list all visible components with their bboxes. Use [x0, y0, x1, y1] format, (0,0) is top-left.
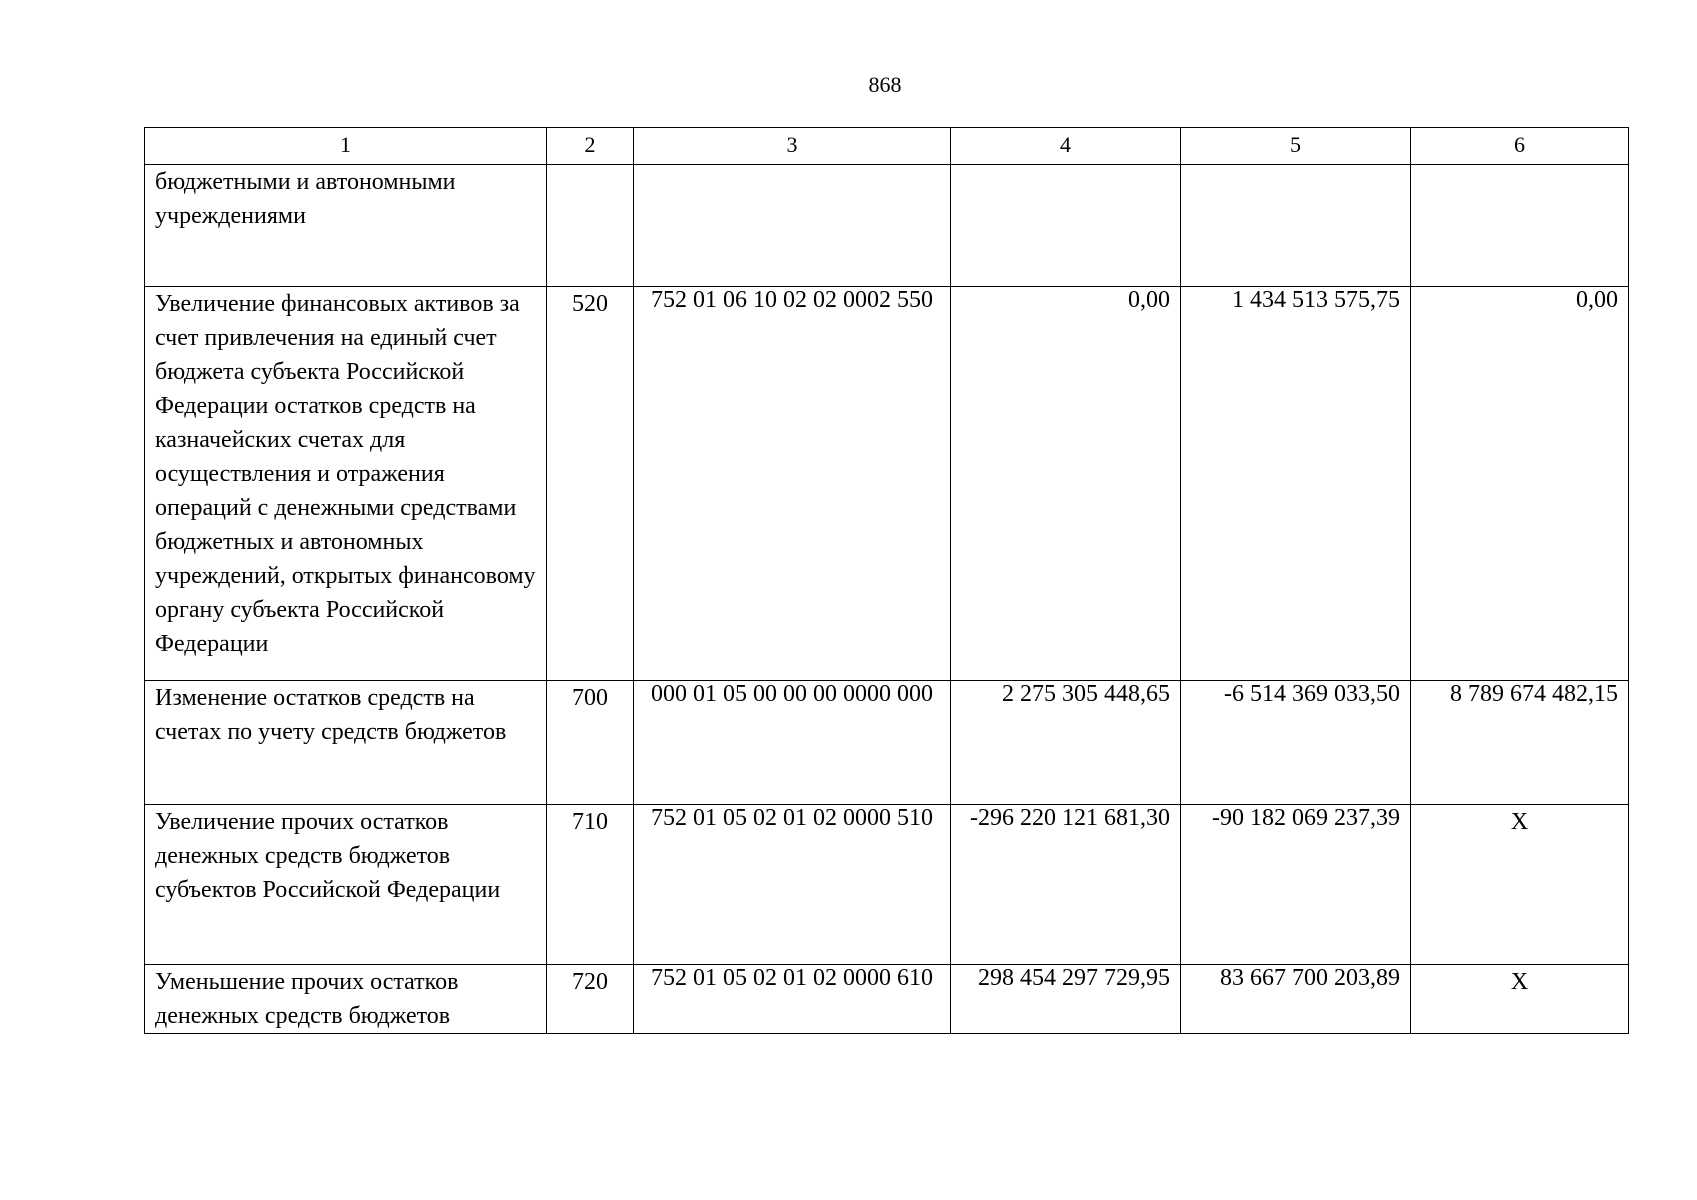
row-value-col6: 0,00 — [1411, 287, 1629, 681]
row-value-col6 — [1411, 165, 1629, 287]
row-line-code: 710 — [547, 805, 634, 965]
table-row — [145, 805, 1629, 965]
row-value-col6: X — [1411, 965, 1629, 1034]
column-number-row — [145, 128, 1629, 165]
row-value-col6: 8 789 674 482,15 — [1411, 681, 1629, 805]
row-name: Увеличение прочих остатков денежных средств бюджетов субъектов Российской Федерации — [145, 805, 547, 965]
column-number-4: 4 — [951, 128, 1181, 165]
row-line-code: 700 — [547, 681, 634, 805]
row-value-col4 — [951, 165, 1181, 287]
row-budget-code: 752 01 05 02 01 02 0000 610 — [634, 965, 951, 1034]
table-row — [145, 681, 1629, 805]
row-budget-code — [634, 165, 951, 287]
row-name: бюджетными и автономными учреждениями — [145, 165, 547, 287]
row-value-col5 — [1181, 165, 1411, 287]
column-number-1: 1 — [145, 128, 547, 165]
row-budget-code: 000 01 05 00 00 00 0000 000 — [634, 681, 951, 805]
row-budget-code: 752 01 06 10 02 02 0002 550 — [634, 287, 951, 681]
row-budget-code: 752 01 05 02 01 02 0000 510 — [634, 805, 951, 965]
table-row — [145, 165, 1629, 287]
column-number-5: 5 — [1181, 128, 1411, 165]
column-number-6: 6 — [1411, 128, 1629, 165]
budget-sources-table — [144, 127, 1629, 1034]
row-value-col4: 2 275 305 448,65 — [951, 681, 1181, 805]
table-row — [145, 287, 1629, 681]
column-number-3: 3 — [634, 128, 951, 165]
row-value-col5: -6 514 369 033,50 — [1181, 681, 1411, 805]
page-number: 868 — [868, 72, 902, 97]
row-line-code: 520 — [547, 287, 634, 681]
row-value-col5: -90 182 069 237,39 — [1181, 805, 1411, 965]
row-value-col5: 1 434 513 575,75 — [1181, 287, 1411, 681]
row-name: Увеличение финансовых активов за счет привлечения на единый счет бюджета субъекта Российской Федерации остатков средств на казначейских счетах для осуществления и отражения операций с денежными средствами бюджетных и автономных учреждений, открытых финансовому органу субъекта Российской Федерации — [145, 287, 547, 681]
row-value-col5: 83 667 700 203,89 — [1181, 965, 1411, 1034]
row-value-col4: 0,00 — [951, 287, 1181, 681]
table-row — [145, 965, 1629, 1034]
column-number-2: 2 — [547, 128, 634, 165]
row-line-code — [547, 165, 634, 287]
row-value-col4: 298 454 297 729,95 — [951, 965, 1181, 1034]
row-line-code: 720 — [547, 965, 634, 1034]
row-name: Изменение остатков средств на счетах по учету средств бюджетов — [145, 681, 547, 805]
row-value-col6: X — [1411, 805, 1629, 965]
row-name: Уменьшение прочих остатков денежных средств бюджетов — [145, 965, 547, 1034]
row-value-col4: -296 220 121 681,30 — [951, 805, 1181, 965]
